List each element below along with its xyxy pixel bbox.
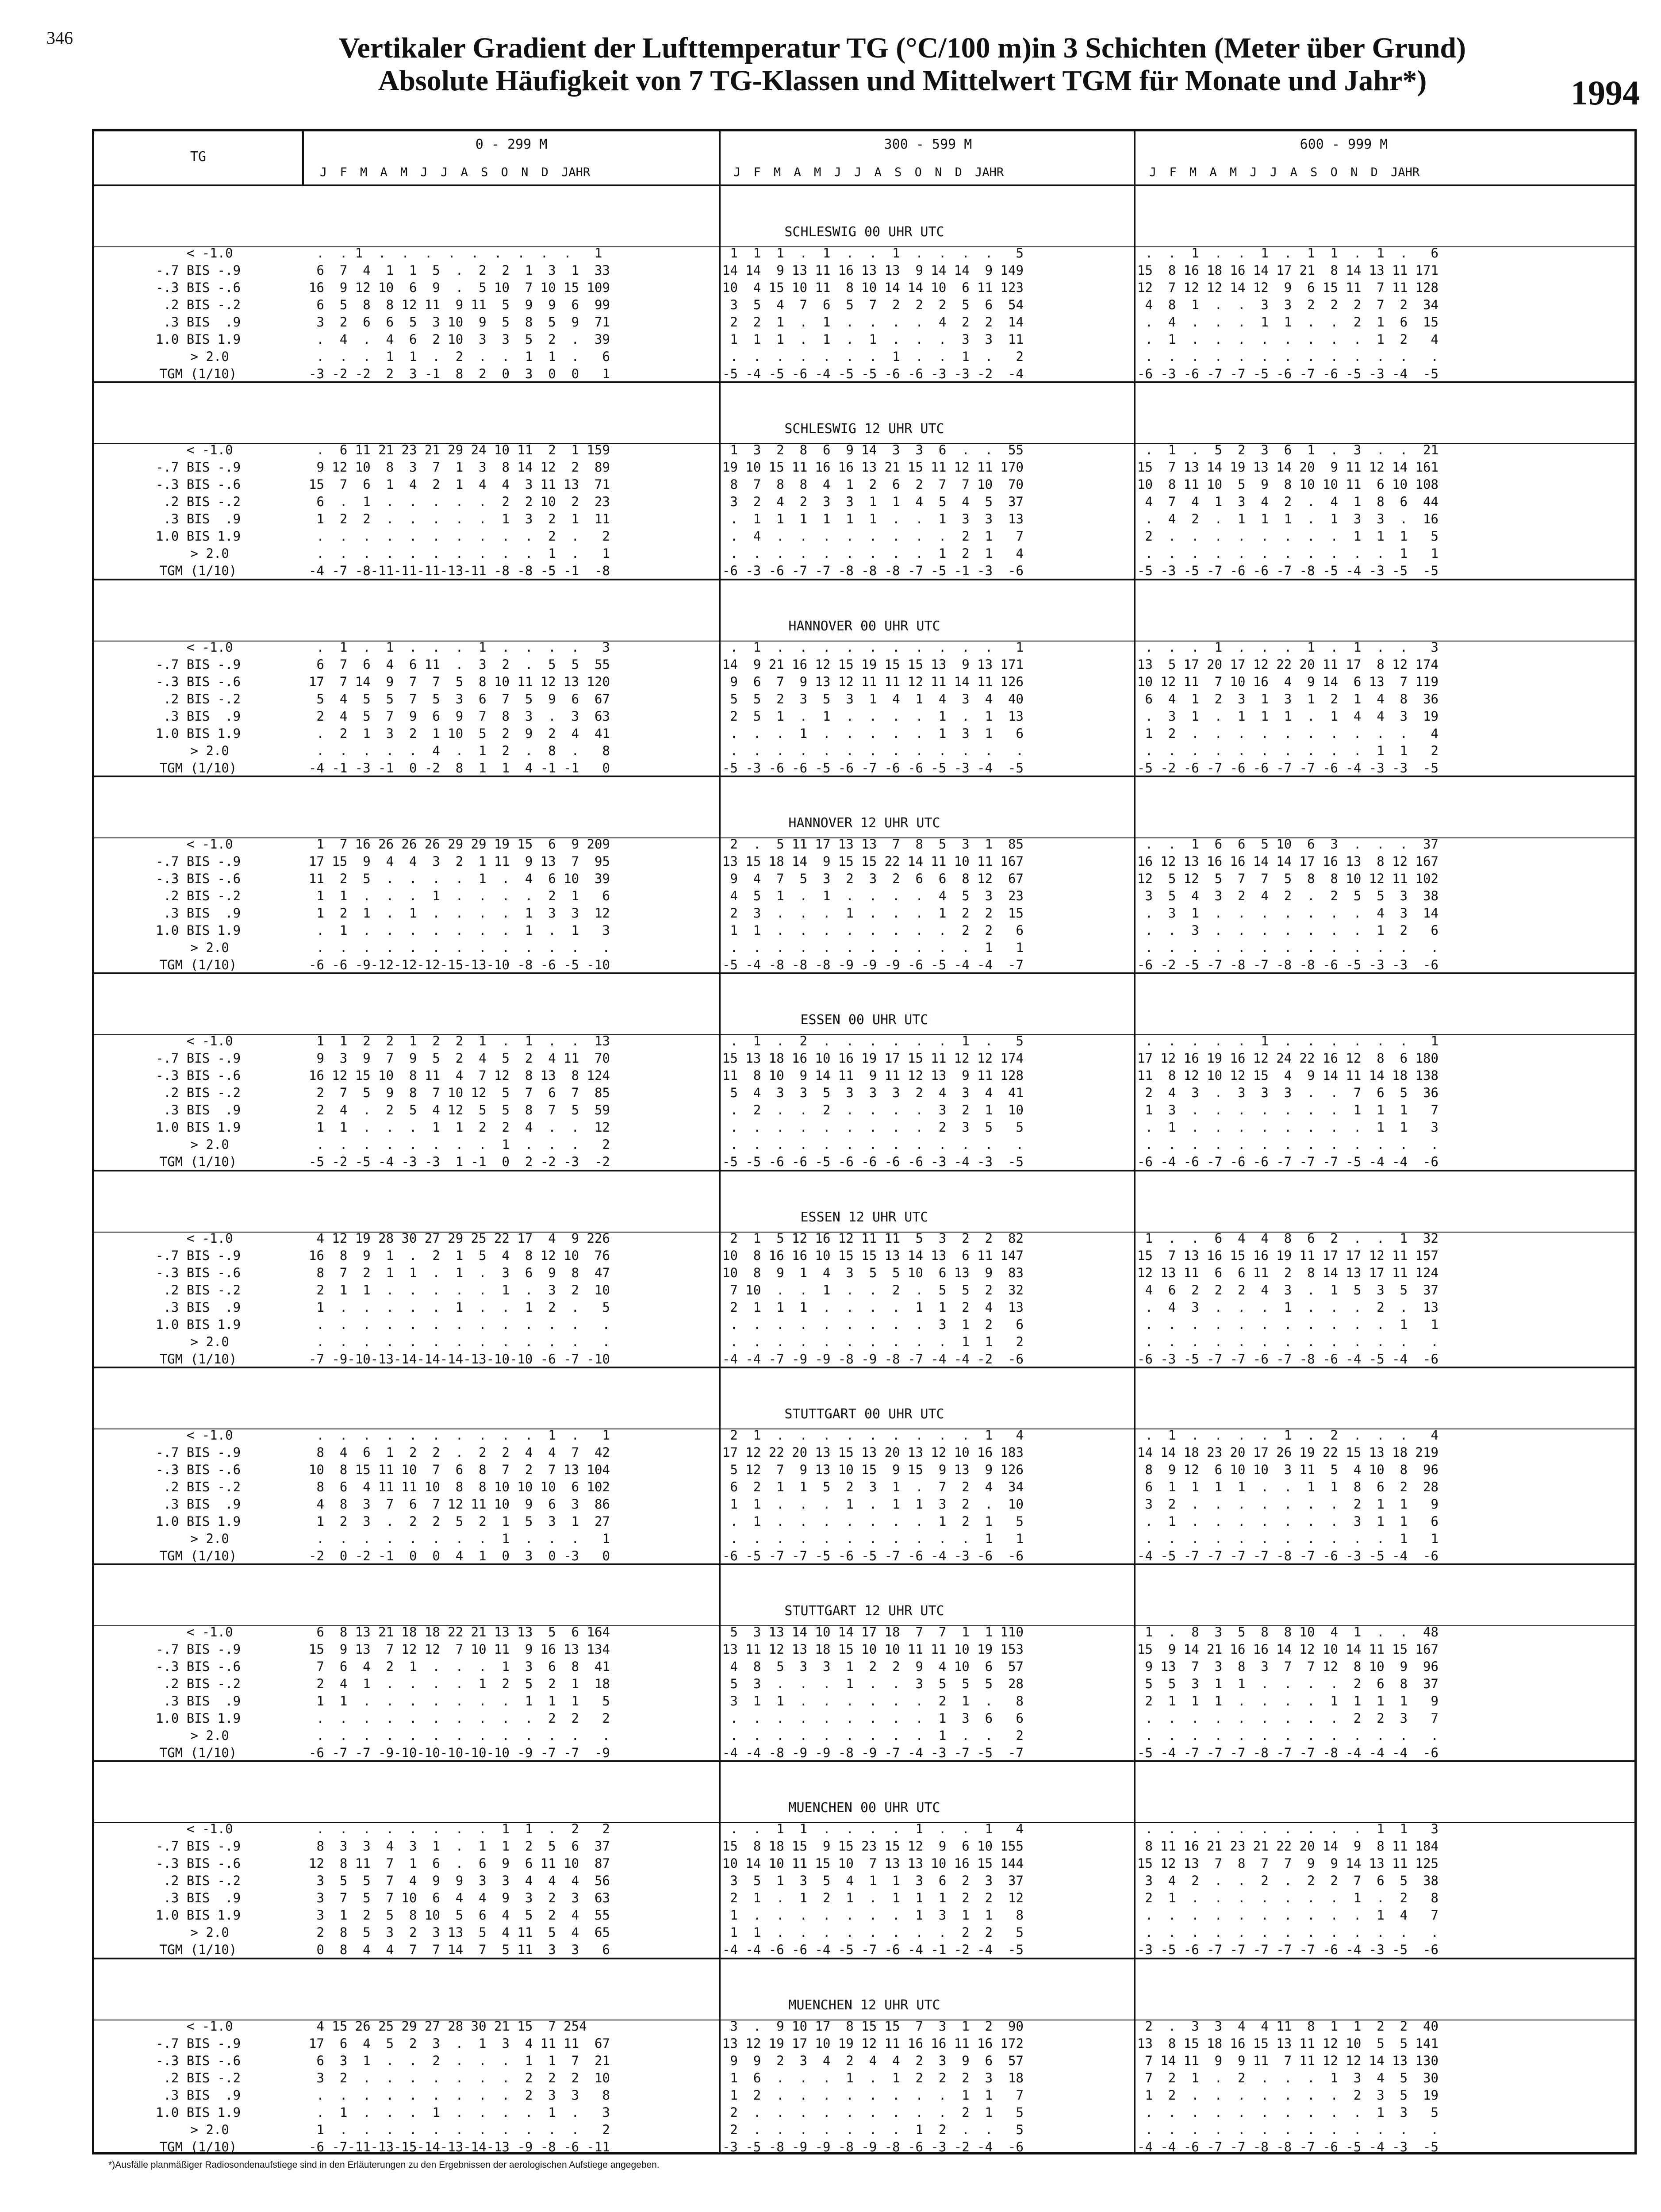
frequency-block-b2: . 1 . 2 . . . . . . 1 . 5 15 13 18 16 10 16 19 17 15 11 12 12 174 11 8 10 9 14 11 9 11 12 13 9 11 128 5 4 3 3 5 3 3 3 2 4 3 4 41 . 2 . . 2 . . . . 3 2 1 10 . . . . . . . . . 2 3 5 5 . . . . . . . . . . . . . -5 -5 -6 -6 -5 -6 -6 -6 -6 -3 -4 -3 -5 <box>722 1033 1024 1170</box>
frequency-block-b1: . . . . . . . . . . 1 . 1 8 4 6 1 2 2 . 2 2 4 4 7 42 10 8 15 11 10 7 6 8 7 2 7 13 104 8 6 4 11 11 10 8 8 10 10 10 6 102 4 8 3 7 6 7 12 11 10 9 6 3 86 1 2 3 . 2 2 5 2 1 5 3 1 27 . . . . . . . . 1 . . . 1 -2 0 -2 -1 0 0 4 1 0 3 0 -3 0 <box>309 1427 610 1563</box>
frequency-block-b2: 2 1 . . . . . . . . . 1 4 17 12 22 20 13 15 13 20 13 12 10 16 183 5 12 7 9 13 10 15 9 15 9 13 9 126 6 2 1 1 5 2 3 1 . 7 2 4 34 1 1 . . . 1 . 1 1 3 2 . 10 . 1 . . . . . . . 1 2 1 5 . . . . . . . . . . . 1 1 -6 -5 -7 -7 -5 -6 -5 -7 -6 -4 -3 -6 -6 <box>722 1427 1024 1563</box>
frequency-block-b3: . 1 . 5 2 3 6 1 . 3 . . 21 15 7 13 14 19 13 14 20 9 11 12 14 161 10 8 11 10 5 9 8 10 10 11 6 10 108 4 7 4 1 3 4 2 . 4 1 8 6 44 . 4 2 . 1 1 1 . 1 3 3 . 16 2 . . . . . . . . 1 1 1 5 . . . . . . . . . . . 1 1 -5 -3 -5 -7 -6 -6 -7 -8 -5 -4 -3 -5 -5 <box>1137 442 1439 579</box>
frequency-block-b1: . . 1 . . . . . . . . . 1 6 7 4 1 1 5 . 2 2 1 3 1 33 16 9 12 10 6 9 . 5 10 7 10 15 109 6 5 8 8 12 11 9 11 5 9 9 6 99 3 2 6 6 5 3 10 9 5 8 5 9 71 . 4 . 4 6 2 10 3 3 5 2 . 39 . . . 1 1 . 2 . . 1 1 . 6 -3 -2 -2 2 3 -1 8 2 0 3 0 0 1 <box>309 246 610 381</box>
section-divider <box>94 1170 1634 1171</box>
tg-class-labels: < -1.0 -.7 BIS -.9 -.3 BIS -.6 .2 BIS -.2 .3 BIS .9 1.0 BIS 1.9 > 2.0 TGM (1/10) <box>155 2018 241 2154</box>
frequency-block-b3: 1 . . 6 4 4 8 6 2 . . 1 32 15 7 13 16 15 16 19 11 17 17 12 11 157 12 13 11 6 6 11 2 8 14 13 17 11 124 4 6 2 2 2 4 3 . 1 5 3 5 37 . 4 3 . . . 1 . . . 2 . 13 . . . . . . . . . . . 1 1 . . . . . . . . . . . . . -6 -3 -5 -7 -7 -6 -7 -8 -6 -4 -5 -4 -6 <box>1137 1230 1439 1367</box>
station-title: STUTTGART 00 UHR UTC <box>784 1406 944 1422</box>
frequency-block-b1: . 1 . 1 . . . 1 . . . . 3 6 7 6 4 6 11 . 3 2 . 5 5 55 17 7 14 9 7 7 5 8 10 11 12 13 120 5 4 5 5 7 5 3 6 7 5 9 6 67 2 4 5 7 9 6 9 7 8 3 . 3 63 . 2 1 3 2 1 10 5 2 9 2 4 41 . . . . . 4 . 1 2 . 8 . 8 -4 -1 -3 -1 0 -2 8 1 1 4 -1 -1 0 <box>309 639 610 776</box>
frequency-block-b2: 2 . 5 11 17 13 13 7 8 5 3 1 85 13 15 18 14 9 15 15 22 14 11 10 11 167 9 4 7 5 3 2 3 2 6 6 8 12 67 4 5 1 . 1 . . . . 4 5 3 23 2 3 . . . 1 . . . 1 2 2 15 1 1 . . . . . . . . 2 2 6 . . . . . . . . . . . 1 1 -5 -4 -8 -8 -8 -9 -9 -9 -6 -5 -4 -4 -7 <box>722 836 1024 972</box>
month-header-2: J F M A M J J A S O N D JAHR <box>733 165 1004 179</box>
frequency-block-b3: . 1 . . . . 1 . 2 . . . 4 14 14 18 23 20 17 26 19 22 15 13 18 219 8 9 12 6 10 10 3 11 5 4 10 8 96 6 1 1 1 1 . . 1 1 8 6 2 28 3 2 . . . . . . . 2 1 1 9 . 1 . . . . . . . 3 1 1 6 . . . . . . . . . . . 1 1 -4 -5 -7 -7 -7 -7 -8 -7 -6 -3 -5 -4 -6 <box>1137 1427 1439 1563</box>
frequency-block-b2: 1 3 2 8 6 9 14 3 3 6 . . 55 19 10 15 11 16 16 13 21 15 11 12 11 170 8 7 8 8 4 1 2 6 2 7 7 10 70 3 2 4 2 3 3 1 1 4 5 4 5 37 . 1 1 1 1 1 1 . . 1 3 3 13 . 4 . . . . . . . . 2 1 7 . . . . . . . . . 1 2 1 4 -6 -3 -6 -7 -7 -8 -8 -8 -7 -5 -1 -3 -6 <box>722 442 1024 579</box>
tg-class-labels: < -1.0 -.7 BIS -.9 -.3 BIS -.6 .2 BIS -.2 .3 BIS .9 1.0 BIS 1.9 > 2.0 TGM (1/10) <box>155 1230 241 1367</box>
frequency-block-b3: 2 . 3 3 4 4 11 8 1 1 2 2 40 13 8 15 18 16 15 13 11 12 10 5 5 141 7 14 11 9 9 11 7 11 12 12 14 13 130 7 2 1 . 2 . . . 1 3 4 5 30 1 2 . . . . . . . 2 3 5 19 . . . . . . . . . . 1 3 5 . . . . . . . . . . . . . -4 -4 -6 -7 -7 -8 -8 -7 -6 -5 -4 -3 -5 <box>1137 2018 1439 2154</box>
section-divider <box>94 1367 1634 1368</box>
month-header-3: J F M A M J J A S O N D JAHR <box>1149 165 1420 179</box>
tg-class-labels: < -1.0 -.7 BIS -.9 -.3 BIS -.6 .2 BIS -.2 .3 BIS .9 1.0 BIS 1.9 > 2.0 TGM (1/10) <box>155 1821 241 1958</box>
station-title: ESSEN 12 UHR UTC <box>800 1209 928 1225</box>
station-title: SCHLESWIG 12 UHR UTC <box>784 421 944 437</box>
title-line-2: Absolute Häufigkeit von 7 TG-Klassen und Mittelwert TGM für Monate und Jahr*) <box>378 64 1427 97</box>
section-divider <box>94 579 1634 580</box>
tg-class-labels: < -1.0 -.7 BIS -.9 -.3 BIS -.6 .2 BIS -.2 .3 BIS .9 1.0 BIS 1.9 > 2.0 TGM (1/10) <box>155 836 241 972</box>
section-divider <box>94 1958 1634 1959</box>
frequency-block-b3: . . . . . . . . . . 1 1 3 8 11 16 21 23 21 22 20 14 9 8 11 184 15 12 13 7 8 7 7 9 9 14 13 11 125 3 4 2 . . 2 . 2 2 7 6 5 38 2 1 . . . . . . . 1 . 2 8 . . . . . . . . . . 1 4 7 . . . . . . . . . . . . . -3 -5 -6 -7 -7 -7 -7 -7 -6 -4 -3 -5 -6 <box>1137 1821 1439 1958</box>
station-title: MUENCHEN 00 UHR UTC <box>788 1800 940 1816</box>
frequency-block-b2: . . 1 1 . . . . 1 . . 1 4 15 8 18 15 9 15 23 15 12 9 6 10 155 10 14 10 11 15 10 7 13 13 10 16 15 144 3 5 1 3 5 4 1 1 3 6 2 3 37 2 1 . 1 2 1 . 1 1 1 2 2 12 1 . . . . . . . 1 3 1 1 8 1 1 . . . . . . . . 2 2 5 -4 -4 -6 -6 -4 -5 -7 -6 -4 -1 -2 -4 -5 <box>722 1821 1024 1958</box>
frequency-block-b2: 1 1 1 . 1 . . 1 . . . . 5 14 14 9 13 11 16 13 13 9 14 14 9 149 10 4 15 10 11 8 10 14 14 10 6 11 123 3 5 4 7 6 5 7 2 2 2 5 6 54 2 2 1 . 1 . . . . 4 2 2 14 1 1 1 . 1 . 1 . . . 3 3 11 . . . . . . . 1 . . 1 . 2 -5 -4 -5 -6 -4 -5 -5 -6 -6 -3 -3 -2 -4 <box>722 246 1024 381</box>
section-divider <box>94 184 1634 186</box>
tg-class-labels: < -1.0 -.7 BIS -.9 -.3 BIS -.6 .2 BIS -.2 .3 BIS .9 1.0 BIS 1.9 > 2.0 TGM (1/10) <box>155 442 241 579</box>
frequency-block-b3: . . . . . 1 . . . . . . 1 17 12 16 19 16 12 24 22 16 12 8 6 180 11 8 12 10 12 15 4 9 14 11 14 18 138 2 4 3 . 3 3 3 . . 7 6 5 36 1 3 . . . . . . . 1 1 1 7 . 1 . . . . . . . . 1 1 3 . . . . . . . . . . . . . -6 -4 -6 -7 -6 -6 -7 -7 -7 -5 -4 -4 -6 <box>1137 1033 1439 1170</box>
page-number: 346 <box>46 28 73 48</box>
frequency-block-b1: . . . . . . . . 1 1 . 2 2 8 3 3 4 3 1 . 1 1 2 5 6 37 12 8 11 7 1 6 . 6 9 6 11 10 87 3 5 5 7 4 9 9 3 3 4 4 4 56 3 7 5 7 10 6 4 4 9 3 2 3 63 3 1 2 5 8 10 5 6 4 5 2 4 55 2 8 5 3 2 3 13 5 4 11 5 4 65 0 8 4 4 7 7 14 7 5 11 3 3 6 <box>309 1821 610 1958</box>
section-divider <box>94 1563 1634 1565</box>
column-divider <box>302 131 304 184</box>
frequency-block-b3: . . 1 6 6 5 10 6 3 . . . 37 16 12 13 16 16 14 14 17 16 13 8 12 167 12 5 12 5 7 7 5 8 8 10 12 11 102 3 5 4 3 2 4 2 . 2 5 5 3 38 . 3 1 . . . . . . . 4 3 14 . . 3 . . . . . . . 1 2 6 . . . . . . . . . . . . . -6 -2 -5 -7 -8 -7 -8 -8 -6 -5 -3 -3 -6 <box>1137 836 1439 972</box>
frequency-block-b1: . 6 11 21 23 21 29 24 10 11 2 1 159 9 12 10 8 3 7 1 3 8 14 12 2 89 15 7 6 1 4 2 1 4 4 3 11 13 71 6 . 1 . . . . . 2 2 10 2 23 1 2 2 . . . . . 1 3 2 1 11 . . . . . . . . . . 2 . 2 . . . . . . . . . . 1 . 1 -4 -7 -8-11-11-11-13-11 -8 -8 -5 -1 -8 <box>309 442 610 579</box>
year-label: 1994 <box>1571 73 1640 112</box>
frequency-block-b1: 4 15 26 25 29 27 28 30 21 15 7 254 17 6 4 5 2 3 . 1 3 4 11 11 67 6 3 1 . . 2 . . . 1 1 7 21 3 2 . . . . . . . 2 2 2 10 . . . . . . . . . 2 3 3 8 . 1 . . . 1 . . . . 1 . 3 1 . . . . . . . . . . . 2 -6 -7-11-13-15-14-13-14-13 -9 -8 -6 -11 <box>309 2018 610 2154</box>
tg-class-labels: < -1.0 -.7 BIS -.9 -.3 BIS -.6 .2 BIS -.2 .3 BIS .9 1.0 BIS 1.9 > 2.0 TGM (1/10) <box>155 1033 241 1170</box>
tg-class-labels: < -1.0 -.7 BIS -.9 -.3 BIS -.6 .2 BIS -.2 .3 BIS .9 1.0 BIS 1.9 > 2.0 TGM (1/10) <box>155 1624 241 1761</box>
frequency-block-b3: 1 . 8 3 5 8 8 10 4 1 . . 48 15 9 14 21 16 16 14 12 10 14 11 15 167 9 13 7 3 8 3 7 7 12 8 10 9 96 5 5 3 1 1 . . . . 2 6 8 37 2 1 1 1 . . . . 1 1 1 1 9 . . . . . . . . . 2 2 3 7 . . . . . . . . . . . . . -5 -4 -7 -7 -7 -8 -7 -7 -8 -4 -4 -4 -6 <box>1137 1624 1439 1761</box>
month-header-1: J F M A M J J A S O N D JAHR <box>320 165 591 179</box>
station-title: HANNOVER 12 UHR UTC <box>788 815 940 831</box>
section-divider <box>94 972 1634 974</box>
range-header-300-599: 300 - 599 M <box>884 137 972 152</box>
station-title: SCHLESWIG 00 UHR UTC <box>784 224 944 240</box>
section-divider <box>94 381 1634 383</box>
section-divider <box>94 1760 1634 1762</box>
frequency-block-b2: . 1 . . . . . . . . . . 1 14 9 21 16 12 15 19 15 15 13 9 13 171 9 6 7 9 13 12 11 11 12 11 14 11 126 5 5 2 3 5 3 1 4 1 4 3 4 40 2 5 1 . 1 . . . . 1 . 1 13 . . . 1 . . . . . 1 3 1 6 . . . . . . . . . . . . . -5 -3 -6 -6 -5 -6 -7 -6 -6 -5 -3 -4 -5 <box>722 639 1024 776</box>
tg-class-labels: < -1.0 -.7 BIS -.9 -.3 BIS -.6 .2 BIS -.2 .3 BIS .9 1.0 BIS 1.9 > 2.0 TGM (1/10) <box>155 1427 241 1563</box>
frequency-block-b2: 3 . 9 10 17 8 15 15 7 3 1 2 90 13 12 19 17 10 19 12 11 16 16 11 16 172 9 9 2 3 4 2 4 4 2 3 9 6 57 1 6 . . . 1 . 1 2 2 2 3 18 1 2 . . . . . . . . 1 1 7 2 . . . . . . . . . 2 1 5 2 . . . . . . . 1 2 . . 5 -3 -5 -8 -9 -9 -8 -9 -8 -6 -3 -2 -4 -6 <box>722 2018 1024 2154</box>
frequency-block-b1: 6 8 13 21 18 18 22 21 13 13 5 6 164 15 9 13 7 12 12 7 10 11 9 16 13 134 7 6 4 2 1 . . . 1 3 6 8 41 2 4 1 . . . . 1 2 5 2 1 18 1 1 . . . . . . . 1 1 1 5 . . . . . . . . . . 2 2 2 . . . . . . . . . . . . . -6 -7 -7 -9-10-10-10-10-10 -9 -7 -7 -9 <box>309 1624 610 1761</box>
range-header-600-999: 600 - 999 M <box>1300 137 1388 152</box>
station-title: HANNOVER 00 UHR UTC <box>788 618 940 634</box>
frequency-block-b1: 1 1 2 2 1 2 2 1 . 1 . . 13 9 3 9 7 9 5 2 4 5 2 4 11 70 16 12 15 10 8 11 4 7 12 8 13 8 124 2 7 5 9 8 7 10 12 5 7 6 7 85 2 4 . 2 5 4 12 5 5 8 7 5 59 1 1 . . . 1 1 2 2 4 . . 12 . . . . . . . . 1 . . . 2 -5 -2 -5 -4 -3 -3 1 -1 0 2 -2 -3 -2 <box>309 1033 610 1170</box>
tg-class-labels: < -1.0 -.7 BIS -.9 -.3 BIS -.6 .2 BIS -.2 .3 BIS .9 1.0 BIS 1.9 > 2.0 TGM (1/10) <box>155 246 241 381</box>
frequency-block-b3: . . 1 . . 1 . 1 1 . 1 . 6 15 8 16 18 16 14 17 21 8 14 13 11 171 12 7 12 12 14 12 9 6 15 11 7 11 128 4 8 1 . . 3 3 2 2 2 7 2 34 . 4 . . . 1 1 . . 2 1 6 15 . 1 . . . . . . . . 1 2 4 . . . . . . . . . . . . . -6 -3 -6 -7 -7 -5 -6 -7 -6 -5 -3 -4 -5 <box>1137 246 1439 381</box>
data-table <box>92 129 1637 2154</box>
page-title <box>261 32 1544 97</box>
frequency-block-b3: . . . 1 . . . 1 . 1 . . 3 13 5 17 20 17 12 22 20 11 17 8 12 174 10 12 11 7 10 16 4 9 14 6 13 7 119 6 4 1 2 3 1 3 1 2 1 4 8 36 . 3 1 . 1 1 1 . 1 4 4 3 19 1 2 . . . . . . . . . . 4 . . . . . . . . . . 1 1 2 -5 -2 -6 -7 -6 -6 -7 -7 -6 -4 -3 -3 -5 <box>1137 639 1439 776</box>
station-title: ESSEN 00 UHR UTC <box>800 1012 928 1028</box>
tg-header: TG <box>190 149 207 165</box>
range-header-0-299: 0 - 299 M <box>475 137 548 152</box>
footnote: *)Ausfälle planmäßiger Radiosondenaufstiege sind in den Erläuterungen zu den Ergebnissen der aerologischen Aufstiege angegeben. <box>108 2160 660 2170</box>
title-line-1: Vertikaler Gradient der Lufttemperatur TG (°C/100 m)in 3 Schichten (Meter über Grund) <box>338 32 1466 64</box>
station-title: MUENCHEN 12 UHR UTC <box>788 1997 940 2013</box>
station-title: STUTTGART 12 UHR UTC <box>784 1603 944 1619</box>
frequency-block-b1: 1 7 16 26 26 26 29 29 19 15 6 9 209 17 15 9 4 4 3 2 1 11 9 13 7 95 11 2 5 . . . . 1 . 4 6 10 39 1 1 . . . 1 . . . . 2 1 6 1 2 1 . 1 . . . . 1 3 3 12 . 1 . . . . . . . 1 . 1 3 . . . . . . . . . . . . . -6 -6 -9-12-12-12-15-13-10 -8 -6 -5 -10 <box>309 836 610 972</box>
frequency-block-b1: 4 12 19 28 30 27 29 25 22 17 4 9 226 16 8 9 1 . 2 1 5 4 8 12 10 76 8 7 2 1 1 . 1 . 3 6 9 8 47 2 1 1 . . . . . 1 . 3 2 10 1 . . . . . 1 . . 1 2 . 5 . . . . . . . . . . . . . . . . . . . . . . . . . . -7 -9-10-13-14-14-14-13-10-10 -6 -7 -10 <box>309 1230 610 1367</box>
frequency-block-b2: 2 1 5 12 16 12 11 11 5 3 2 2 82 10 8 16 16 10 15 15 13 14 13 6 11 147 10 8 9 1 4 3 5 5 10 6 13 9 83 7 10 . . 1 . . 2 . 5 5 2 32 2 1 1 1 . . . . 1 1 2 4 13 . . . . . . . . . 3 1 2 6 . . . . . . . . . . 1 1 2 -4 -4 -7 -9 -9 -8 -9 -8 -7 -4 -4 -2 -6 <box>722 1230 1024 1367</box>
tg-class-labels: < -1.0 -.7 BIS -.9 -.3 BIS -.6 .2 BIS -.2 .3 BIS .9 1.0 BIS 1.9 > 2.0 TGM (1/10) <box>155 639 241 776</box>
section-divider <box>94 776 1634 777</box>
frequency-block-b2: 5 3 13 14 10 14 17 18 7 7 1 1 110 13 11 12 13 18 15 10 10 11 11 10 19 153 4 8 5 3 3 1 2 2 9 4 10 6 57 5 3 . . . 1 . . 3 5 5 5 28 3 1 1 . . . . . . 2 1 . 8 . . . . . . . . . 1 3 6 6 . . . . . . . . . 1 . . 2 -4 -4 -8 -9 -9 -8 -9 -7 -4 -3 -7 -5 -7 <box>722 1624 1024 1761</box>
